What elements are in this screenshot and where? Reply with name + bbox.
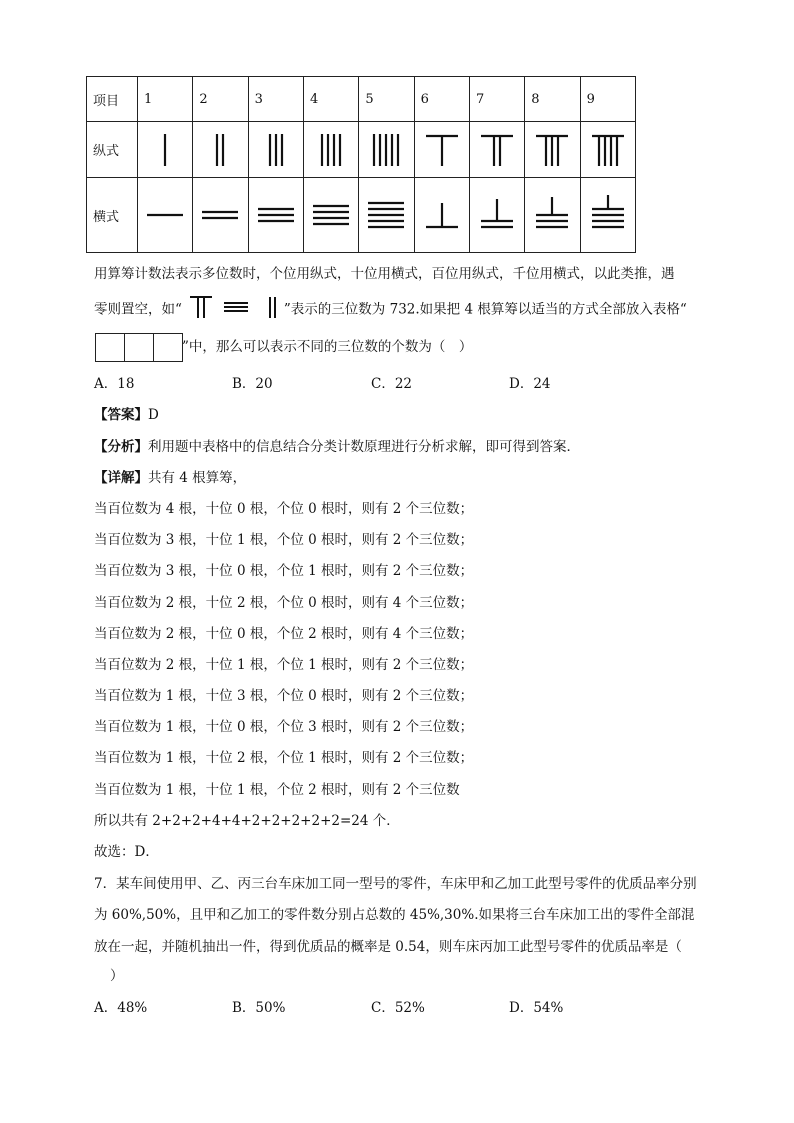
detail-case-9: 当百位数为 1 根，十位 2 根，个位 1 根时，则有 2 个三位数；: [94, 750, 474, 766]
horizontal-row-label: 横式: [87, 178, 138, 253]
question7-line2: 为 60%,50%，且甲和乙加工的零件数分别占总数的 45%,30%.如果将三台车床加工出的零件全部混: [94, 907, 695, 923]
horizontal-rod-4: [303, 178, 358, 253]
question7-line4: ）: [110, 968, 124, 984]
analysis-text: 利用题中表格中的信息结合分类计数原理进行分析求解，即可得到答案．: [148, 439, 580, 455]
horizontal-rods-row: [87, 178, 636, 253]
vertical-rod-7: [469, 122, 524, 178]
detail-case-8: 当百位数为 1 根，十位 0 根，个位 3 根时，则有 2 个三位数；: [94, 719, 474, 735]
question6-line2: [94, 295, 687, 325]
answer-value: D: [148, 407, 159, 423]
analysis-line: [94, 437, 580, 457]
q7-option-b: B．50%: [232, 1000, 286, 1016]
question6-line1: 用算筹计数法表示多位数时，个位用纵式，十位用横式，百位用纵式，千位用横式，以此类推，遇: [94, 266, 675, 282]
q6-option-c: C．22: [371, 376, 413, 392]
table-header-row: [87, 77, 636, 122]
answer-label: 【答案】: [94, 407, 148, 423]
vertical-rods-row: [87, 122, 636, 178]
header-8: 8: [525, 77, 580, 122]
horizontal-rod-9: [580, 178, 635, 253]
question6-line3: ”中，那么可以表示不同的三位数的个数为（ ）: [182, 339, 473, 355]
detail-case-2: 当百位数为 3 根，十位 1 根，个位 0 根时，则有 2 个三位数；: [94, 532, 474, 548]
counting-rods-table: [86, 76, 636, 253]
q6-option-b: B．20: [232, 376, 273, 392]
detail-line: [94, 468, 246, 488]
detail-case-7: 当百位数为 1 根，十位 3 根，个位 0 根时，则有 2 个三位数；: [94, 688, 474, 704]
header-3: 3: [248, 77, 303, 122]
header-5: 5: [359, 77, 414, 122]
detail-case-4: 当百位数为 2 根，十位 2 根，个位 0 根时，则有 4 个三位数；: [94, 595, 474, 611]
detail-intro: 共有 4 根算筹，: [148, 470, 247, 486]
header-item-label: 项目: [87, 77, 138, 122]
horizontal-rod-3: [248, 178, 303, 253]
detail-label: 【详解】: [94, 470, 148, 486]
vertical-rod-8: [525, 122, 580, 178]
vertical-rod-3: [248, 122, 303, 178]
question7-line3: 放在一起，并随机抽出一件，得到优质品的概率是 0.54，则车床丙加工此型号零件的优质品率是（: [94, 939, 682, 955]
vertical-rod-6: [414, 122, 469, 178]
header-6: 6: [414, 77, 469, 122]
example-rods-732: [184, 295, 282, 325]
detail-case-10: 当百位数为 1 根，十位 1 根，个位 2 根时，则有 2 个三位数: [94, 782, 460, 798]
header-9: 9: [580, 77, 635, 122]
detail-case-1: 当百位数为 4 根，十位 0 根，个位 0 根时，则有 2 个三位数；: [94, 501, 474, 517]
vertical-rod-1: [138, 122, 193, 178]
horizontal-rod-1: [138, 178, 193, 253]
three-digit-box-placeholder: [96, 333, 183, 362]
box-ones: [153, 333, 183, 362]
vertical-rod-2: [193, 122, 248, 178]
header-4: 4: [303, 77, 358, 122]
vertical-rod-5: [359, 122, 414, 178]
question6-line2-start: 零则置空，如“: [94, 301, 182, 318]
box-tens: [124, 333, 154, 362]
horizontal-rod-8: [525, 178, 580, 253]
horizontal-rod-7: [469, 178, 524, 253]
question6-line2-end: ”表示的三位数为 732.如果把 4 根算筹以适当的方式全部放入表格“: [283, 301, 687, 318]
q6-option-a: A．18: [94, 376, 135, 392]
answer-line: [94, 405, 159, 425]
detail-case-3: 当百位数为 3 根，十位 0 根，个位 1 根时，则有 2 个三位数；: [94, 563, 474, 579]
header-2: 2: [193, 77, 248, 122]
header-7: 7: [469, 77, 524, 122]
detail-total: 所以共有 2+2+2+4+4+2+2+2+2+2=24 个．: [94, 813, 400, 829]
horizontal-rod-6: [414, 178, 469, 253]
detail-choice: 故选：D．: [94, 844, 159, 860]
horizontal-rod-5: [359, 178, 414, 253]
question7-line1: 7．某车间使用甲、乙、丙三台车床加工同一型号的零件，车床甲和乙加工此型号零件的优质品率分别: [94, 876, 697, 892]
header-1: 1: [138, 77, 193, 122]
detail-case-5: 当百位数为 2 根，十位 0 根，个位 2 根时，则有 4 个三位数；: [94, 626, 474, 642]
q7-option-c: C．52%: [371, 1000, 425, 1016]
q6-option-d: D．24: [509, 376, 551, 392]
vertical-row-label: 纵式: [87, 122, 138, 178]
box-hundreds: [95, 333, 125, 362]
q7-option-a: A．48%: [94, 1000, 148, 1016]
vertical-rod-4: [303, 122, 358, 178]
q7-option-d: D．54%: [509, 1000, 564, 1016]
detail-case-6: 当百位数为 2 根，十位 1 根，个位 1 根时，则有 2 个三位数；: [94, 657, 474, 673]
horizontal-rod-2: [193, 178, 248, 253]
vertical-rod-9: [580, 122, 635, 178]
analysis-label: 【分析】: [94, 439, 148, 455]
